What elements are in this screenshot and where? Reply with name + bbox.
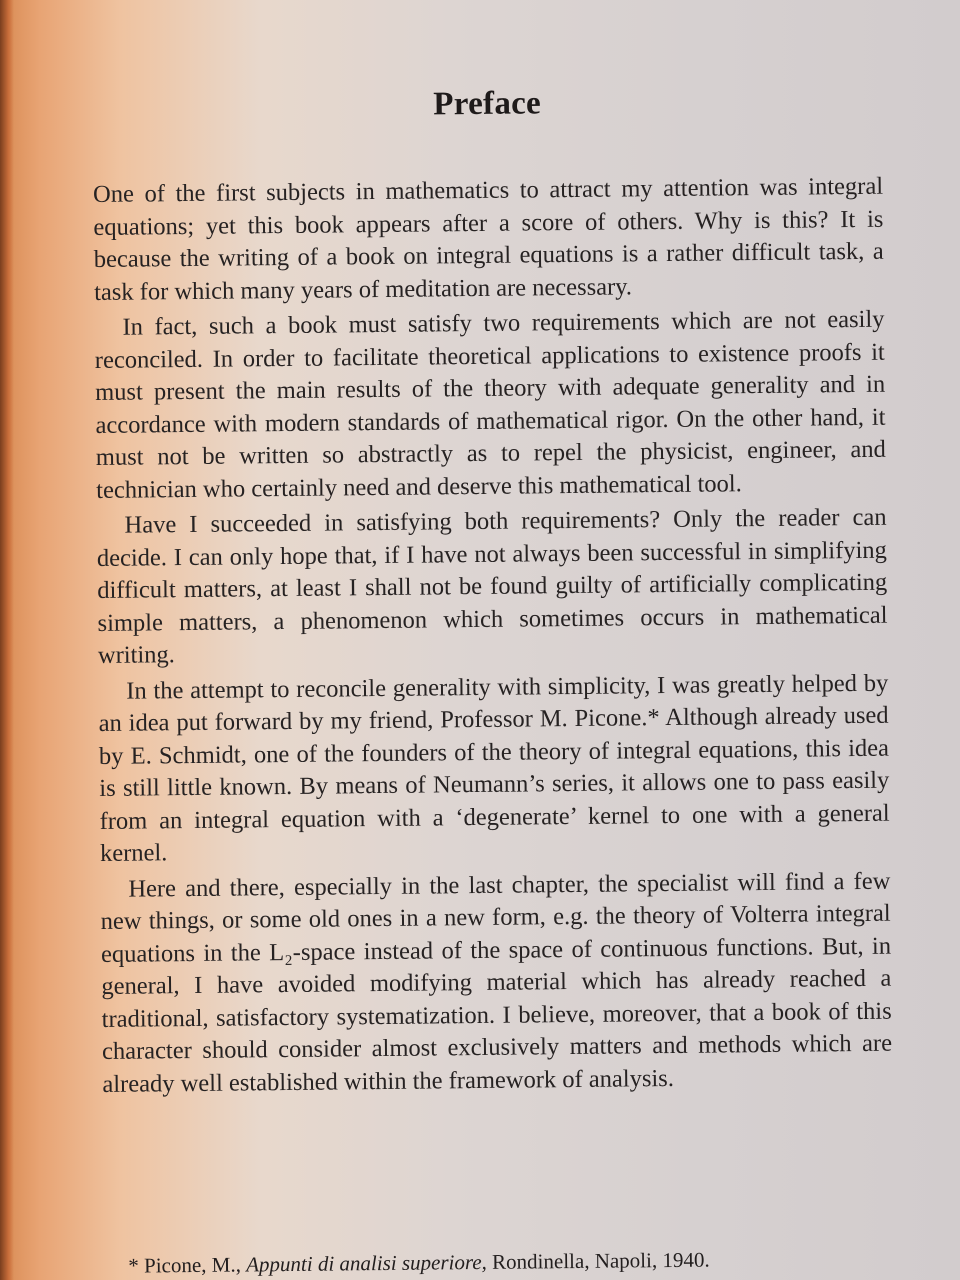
paragraph-4: In the attempt to reconcile generality with simplicity, I was greatly helped by an idea put forward by my friend, Professor M. Picone.* Although already used by E. Schmidt, one of the founders of the theory of integral equations, this idea is still little known. By means of Neumann’s series, it allows one to pass easily from an integral equation with a ‘degenerate’ kernel to one with a general kernel. — [98, 669, 890, 867]
footnote-author: * Picone, M., — [128, 1252, 242, 1278]
footnote-work-title: Appunti di analisi superiore, — [246, 1249, 487, 1277]
footnote-publisher: Rondinella, Napoli, 1940. — [491, 1247, 710, 1274]
paragraph-3: Have I succeeded in satisfying both requirements? Only the reader can decide. I can only hope that, if I have not always been successful in simplifying difficult matters, at least I shall not be found guilty of artificially complicating simple matters, a phenomenon which sometimes occurs in mathematical writing. — [96, 503, 888, 669]
paragraph-2: In fact, such a book must satisfy two requirements which are not easily reconciled. In order to facilitate theoretical applications to existence proofs it must present the main results of the theory with adequate generality and in accordance with modern standards of mathematical rigor. On the other hand, it must not be written so abstractly as to repel the physicist, engineer, and technician who certainly need and deserve this mathematical tool. — [94, 305, 886, 504]
page-gutter-shadow — [0, 0, 14, 1280]
footnote — [128, 1247, 710, 1279]
preface-body — [93, 171, 893, 1101]
paragraph-5: Here and there, especially in the last chapter, the specialist will find a few new things, or some old ones in a new form, e.g. the theory of Volterra integral equations in the L₂-space instead of the space of continuous functions. But, in general, I have avoided modifying material which has already reached a traditional, satisfactory systematization. I believe, moreover, that a book of this character should consider almost exclusively matters and methods which are already well established within the framework of analysis. — [100, 867, 893, 1098]
paragraph-1: One of the first subjects in mathematics to attract my attention was integral equations; yet this book appears after a score of others. Why is this? It is because the writing of a book on integral equations is a rather difficult task, a task for which many years of meditation are necessary. — [92, 172, 884, 306]
page-title: Preface — [433, 85, 542, 123]
book-page — [92, 82, 894, 1278]
